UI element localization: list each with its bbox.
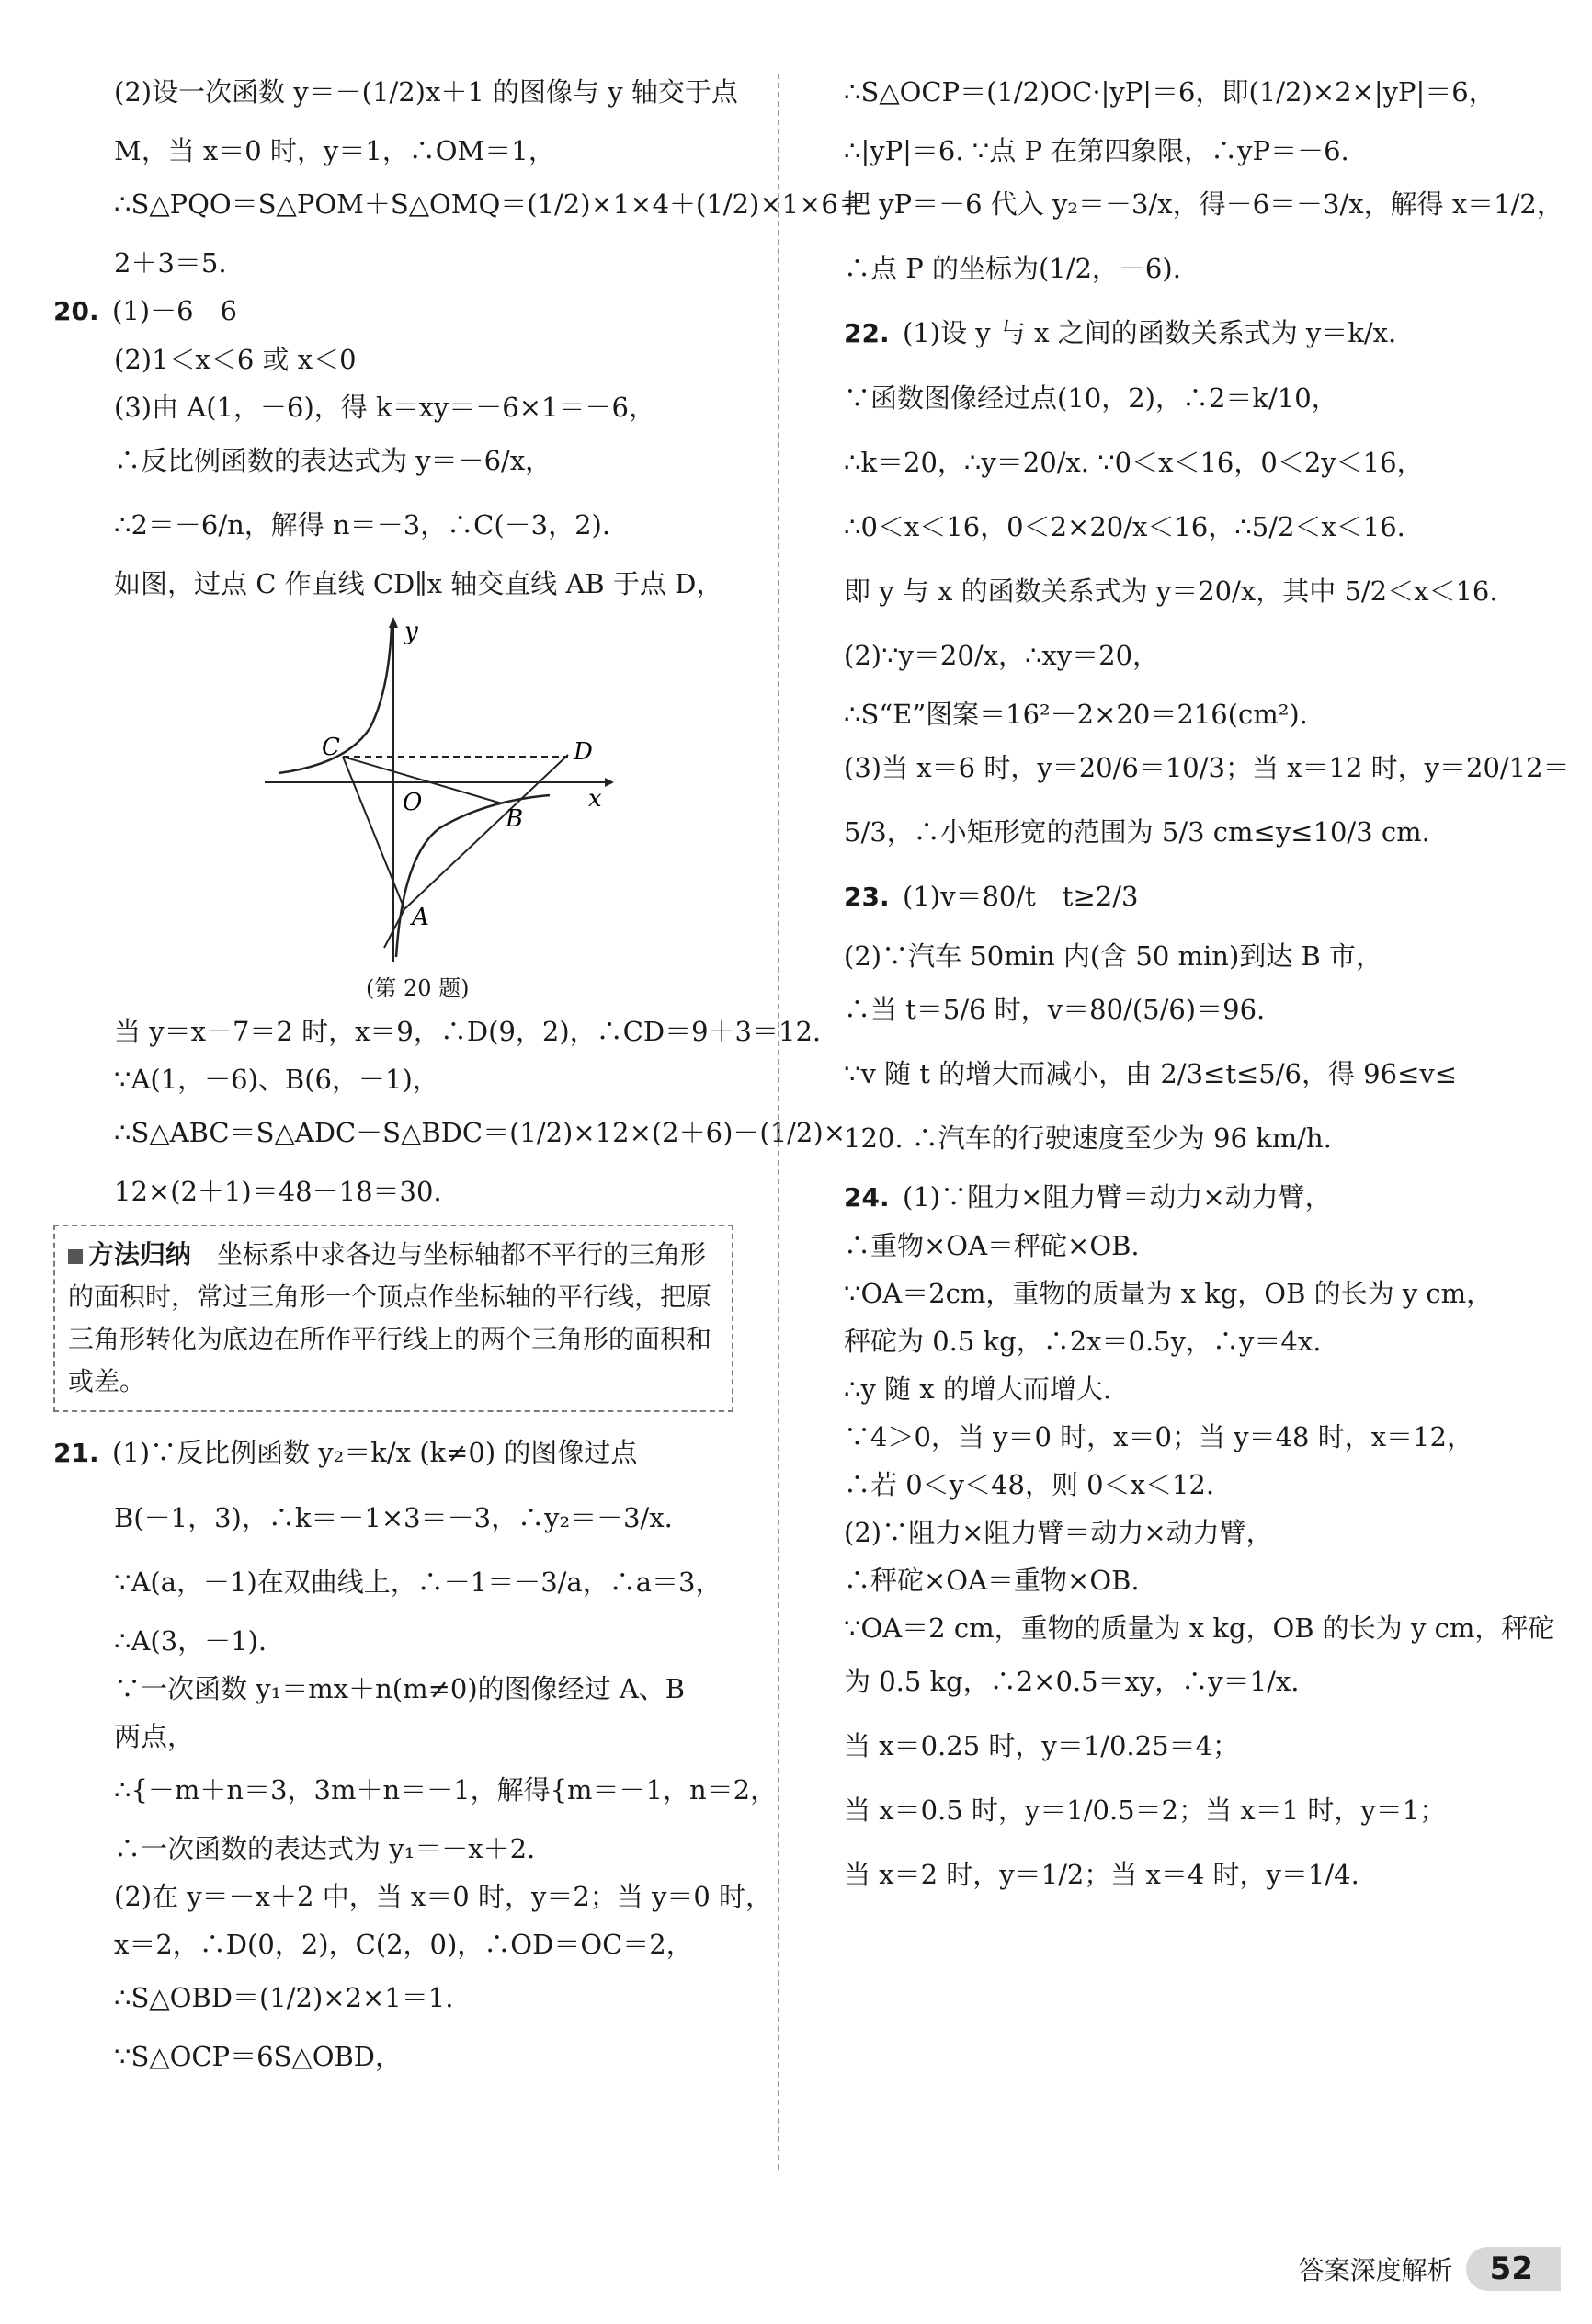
answer-line [53, 562, 761, 606]
answer-line [53, 1555, 761, 1610]
answer-line [844, 1046, 1542, 1101]
answer-line [844, 1111, 1542, 1166]
answer-text: (3)当 x＝6 时，y＝20/6＝10/3；当 x＝12 时，y＝20/12＝ [844, 752, 1570, 783]
answer-line [53, 177, 865, 232]
answer-text: ∴反比例函数的表达式为 y＝－6/x， [114, 445, 552, 476]
answer-line [53, 1009, 822, 1054]
answer-line [844, 869, 1542, 925]
column-divider [778, 74, 779, 2170]
answer-line [53, 1490, 761, 1545]
answer-text: 当 y＝x－7＝2 时，x＝9，∴D(9，2)，∴CD＝9＋3＝12. [114, 1016, 822, 1047]
label-O: O [403, 789, 423, 816]
label-y: y [404, 618, 418, 645]
answer-text: 如图，过点 C 作直线 CD∥x 轴交直线 AB 于点 D， [114, 568, 723, 599]
answer-line [844, 499, 1542, 554]
answer-line [53, 1715, 761, 1759]
answer-line [844, 804, 1542, 860]
answer-line [844, 1718, 1542, 1773]
answer-line [844, 628, 1542, 683]
answer-text: 即 y 与 x 的函数关系式为 y＝20/x，其中 5/2＜x＜16. [844, 575, 1498, 607]
answer-line [53, 1970, 761, 2025]
answer-text: 12×(2＋1)＝48－18＝30. [114, 1176, 442, 1207]
answer-text: x＝2，∴D(0，2)，C(2，0)，∴OD＝OC＝2， [114, 1929, 693, 1960]
answer-text: ∵A(a，－1)在双曲线上，∴－1＝－3/a，∴a＝3， [114, 1566, 722, 1598]
answer-text: M，当 x＝0 时，y＝1，∴OM＝1， [114, 135, 555, 166]
answer-line [844, 435, 1542, 490]
answer-text: (1)－6 6 [112, 295, 237, 326]
answer-line [53, 1425, 761, 1481]
answer-text: 两点， [114, 1721, 195, 1752]
answer-line [844, 1558, 1542, 1602]
question-number: 22. [844, 318, 890, 348]
answer-line [844, 1654, 1542, 1709]
answer-text: (2)∵汽车 50min 内(含 50 min)到达 B 市， [844, 940, 1383, 972]
left-lines-after-figure [53, 1009, 846, 1213]
answer-line [844, 241, 1542, 296]
answer-text: ∵OA＝2 cm，重物的质量为 x kg，OB 的长为 y cm，秤砣 [844, 1612, 1555, 1644]
answer-text: ∴k＝20，∴y＝20/x. ∵0＜x＜16，0＜2y＜16， [844, 447, 1424, 478]
answer-text: 当 x＝0.25 时，y＝1/0.25＝4； [844, 1730, 1239, 1761]
answer-text: B(－1，3)，∴k＝－1×3＝－3，∴y₂＝－3/x. [114, 1502, 673, 1533]
answer-text: ∵函数图像经过点(10，2)，∴2＝k/10， [844, 382, 1338, 414]
answer-line [844, 1319, 1542, 1363]
answer-text: ∴{－m＋n＝3，3m＋n＝－1，解得{m＝－1，n＝2， [114, 1774, 778, 1806]
answer-line [53, 1827, 761, 1871]
answer-line [844, 177, 1564, 232]
right-lines [844, 64, 1570, 1902]
left-lines-after-box [53, 1425, 778, 2079]
answer-text: ∴0＜x＜16，0＜2×20/x＜16，∴5/2＜x＜16. [844, 511, 1405, 542]
answer-line [53, 241, 761, 285]
answer-text: 为 0.5 kg，∴2×0.5＝xy，∴y＝1/x. [844, 1666, 1300, 1697]
answer-line [53, 2034, 761, 2079]
label-D: D [574, 738, 593, 766]
answer-line [844, 1415, 1542, 1459]
page-footer [1299, 2243, 1561, 2295]
answer-text: ∵一次函数 y₁＝mx＋n(m≠0)的图像经过 A、B [114, 1673, 686, 1704]
answer-text: ∴一次函数的表达式为 y₁＝－x＋2. [114, 1833, 536, 1864]
answer-text: 2＋3＝5. [114, 247, 227, 279]
answer-text: ∴秤砣×OA＝重物×OB. [844, 1565, 1140, 1596]
answer-text: ∵S△OCP＝6S△OBD， [114, 2041, 403, 2072]
answer-text: (2)∵阻力×阻力臂＝动力×动力臂， [844, 1517, 1273, 1548]
answer-line [53, 385, 761, 429]
left-column [53, 64, 865, 2082]
answer-text: ∴y 随 x 的增大而增大. [844, 1373, 1112, 1405]
page-number: 52 [1466, 2247, 1561, 2291]
answer-line [53, 64, 761, 120]
answer-text: (3)由 A(1，－6)，得 k＝xy＝－6×1＝－6， [114, 392, 655, 423]
answer-line [844, 1463, 1542, 1507]
method-text: 坐标系中求各边与坐标轴都不平行的三角形的面积时，常过三角形一个顶点作坐标轴的平行线，把原三角形转化为底边在所作平行线上的两个三角形的面积和或差。 [68, 1239, 712, 1396]
answer-text: (1)v＝80/t t≥2/3 [903, 881, 1139, 912]
answer-line [844, 64, 1542, 120]
answer-line [844, 370, 1542, 426]
question-number: 20. [53, 296, 99, 326]
answer-line [844, 1175, 1542, 1220]
answer-line [844, 1224, 1542, 1268]
answer-line [53, 1762, 778, 1817]
answer-text: (2)∵y＝20/x，∴xy＝20， [844, 640, 1160, 671]
answer-line [53, 433, 761, 488]
answer-text: ∴S“E”图案＝16²－2×20＝216(cm²). [844, 699, 1308, 730]
answer-text: (1)∵反比例函数 y₂＝k/x (k≠0) 的图像过点 [112, 1437, 638, 1468]
answer-text: 秤砣为 0.5 kg，∴2x＝0.5y，∴y＝4x. [844, 1326, 1322, 1357]
answer-line [53, 1057, 761, 1101]
answer-line [53, 129, 761, 173]
left-lines-top [53, 64, 865, 606]
answer-line [53, 1874, 773, 1919]
answer-line [844, 305, 1542, 361]
answer-line [53, 1667, 761, 1711]
footer-label: 答案深度解析 [1298, 2255, 1453, 2285]
method-summary-box [53, 1225, 733, 1412]
answer-line [844, 740, 1570, 795]
answer-text: (2)设一次函数 y＝－(1/2)x＋1 的图像与 y 轴交于点 [114, 76, 738, 108]
answer-text: ∴点 P 的坐标为(1/2，－6). [844, 253, 1181, 284]
answer-text: ∴重物×OA＝秤砣×OB. [844, 1230, 1140, 1261]
answer-line [844, 564, 1542, 619]
answer-line [844, 1367, 1542, 1411]
answer-text: ∵4＞0，当 y＝0 时，x＝0；当 y＝48 时，x＝12， [844, 1421, 1473, 1452]
answer-line [53, 1105, 846, 1160]
answer-text: (2)1＜x＜6 或 x＜0 [114, 344, 357, 375]
answer-text: 把 yP＝－6 代入 y₂＝－3/x，得－6＝－3/x，解得 x＝1/2， [844, 188, 1564, 220]
answer-line [844, 129, 1542, 173]
answer-text: 当 x＝2 时，y＝1/2；当 x＝4 时，y＝1/4. [844, 1859, 1359, 1890]
label-x: x [588, 785, 602, 813]
answer-text: (2)在 y＝－x＋2 中，当 x＝0 时，y＝2；当 y＝0 时， [114, 1881, 773, 1912]
answer-text: ∴S△PQO＝S△POM＋S△OMQ＝(1/2)×1×4＋(1/2)×1×6＝ [114, 188, 865, 220]
answer-text: ∴若 0＜y＜48，则 0＜x＜12. [844, 1469, 1215, 1500]
answer-text: ∵v 随 t 的增大而减小，由 2/3≤t≤5/6，得 96≤v≤ [844, 1058, 1458, 1089]
label-A: A [412, 904, 429, 931]
answer-line [53, 497, 761, 553]
answer-line [53, 1619, 761, 1663]
question-number: 21. [53, 1438, 99, 1468]
answer-line [53, 337, 761, 382]
answer-line [53, 1169, 761, 1213]
question-number: 24. [844, 1182, 890, 1213]
answer-line [844, 982, 1542, 1037]
answer-line [53, 1922, 761, 1966]
answer-text: ∴2＝－6/n，解得 n＝－3，∴C(－3，2). [114, 509, 611, 541]
answer-text: 120. ∴汽车的行驶速度至少为 96 km/h. [844, 1122, 1332, 1154]
answer-line [844, 1847, 1542, 1902]
label-B: B [506, 805, 524, 833]
square-bullet-icon [68, 1249, 83, 1264]
answer-line [844, 1271, 1542, 1316]
question-number: 23. [844, 882, 890, 912]
answer-text: ∴S△OBD＝(1/2)×2×1＝1. [114, 1982, 454, 2013]
answer-text: ∴S△OCP＝(1/2)OC·|yP|＝6，即(1/2)×2×|yP|＝6， [844, 76, 1495, 108]
answer-text: ∴当 t＝5/6 时，v＝80/(5/6)＝96. [844, 994, 1266, 1025]
right-column [844, 64, 1570, 1911]
answer-line [844, 934, 1542, 978]
answer-text: ∴A(3，－1). [114, 1625, 267, 1657]
hyperbola-graph [265, 617, 614, 966]
answer-text: ∵OA＝2cm，重物的质量为 x kg，OB 的长为 y cm， [844, 1278, 1494, 1309]
answer-line [53, 289, 761, 334]
figure-caption: (第 20 题) [366, 975, 470, 1001]
answer-text: ∴|yP|＝6. ∵点 P 在第四象限，∴yP＝－6. [844, 135, 1349, 166]
method-tag: 方法归纳 [88, 1239, 192, 1270]
figure-20 [265, 617, 614, 1002]
answer-line [844, 692, 1542, 736]
answer-text: ∴S△ABC＝S△ADC－S△BDC＝(1/2)×12×(2＋6)－(1/2)× [114, 1117, 846, 1148]
answer-text: ∵A(1，－6)、B(6，－1)， [114, 1064, 439, 1095]
answer-text: 当 x＝0.5 时，y＝1/0.5＝2；当 x＝1 时，y＝1； [844, 1794, 1447, 1826]
label-C: C [322, 734, 340, 761]
answer-text: 5/3，∴小矩形宽的范围为 5/3 cm≤y≤10/3 cm. [844, 816, 1430, 848]
answer-line [844, 1783, 1542, 1838]
answer-text: (1)∵阻力×阻力臂＝动力×动力臂， [903, 1181, 1332, 1213]
answer-line [844, 1606, 1555, 1650]
answer-line [844, 1510, 1542, 1555]
answer-text: (1)设 y 与 x 之间的函数关系式为 y＝k/x. [903, 317, 1397, 348]
